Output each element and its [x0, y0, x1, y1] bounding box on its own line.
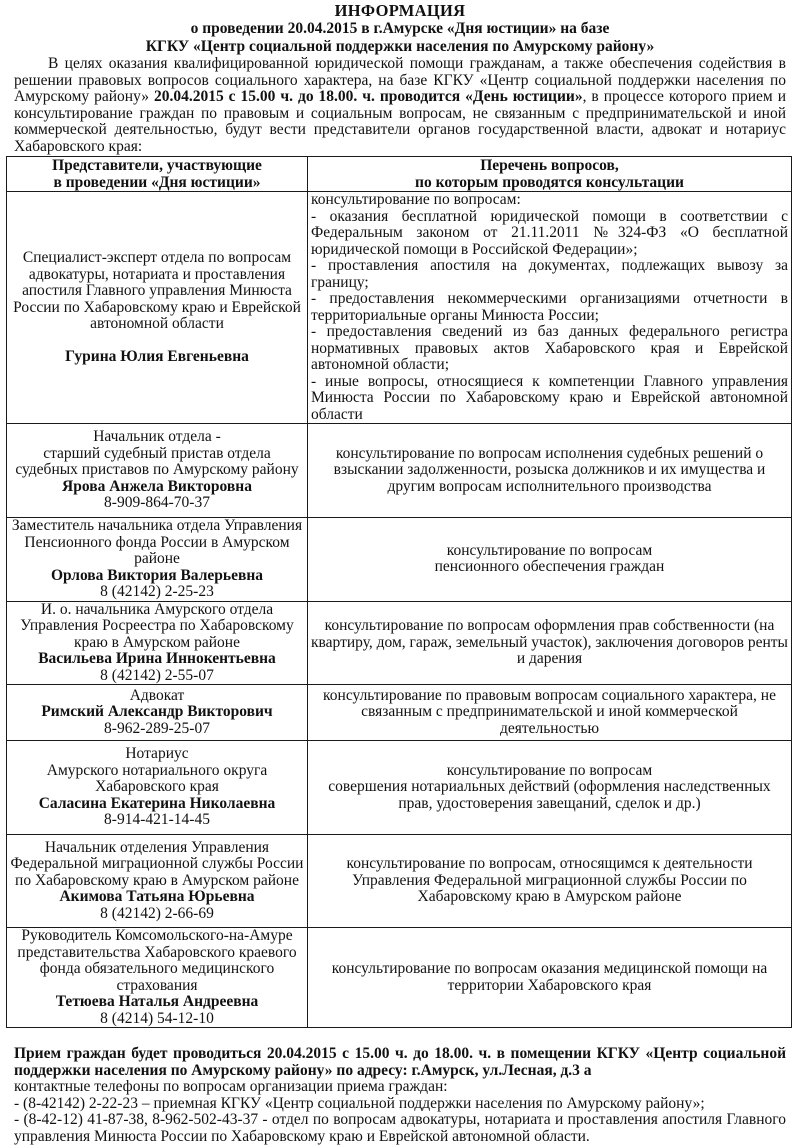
topic-item: консультирование по вопросам	[446, 761, 653, 779]
representative-position: Амурского нотариального округа Хабаровского края	[46, 761, 268, 796]
topic-item: - предоставления некоммерческими организациями отчетности в территориальные органы Минюста России;	[311, 290, 788, 324]
representative-name: Тетюева Наталья Андреевна	[55, 993, 259, 1010]
topic-item: консультирование по вопросам, относящимся к деятельности Управления Федеральной миграционной службы России по Хабаровскому краю в Амурском районе	[346, 855, 753, 906]
intro-text-bold: 20.04.2015 с 15.00 ч. до 18.00. ч. проводится «День юстиции»	[153, 88, 583, 105]
header-representatives	[7, 157, 308, 192]
footer-reception-info: Прием граждан будет проводиться 20.04.2015 с 15.00 ч. до 18.00. ч. в помещении КГКУ «Центр социальной поддержки населения по Амурскому району» по адресу: г.Амурск, ул.Лесная, д.3 а	[14, 1045, 786, 1079]
footer-contacts-label: контактные телефоны по вопросам организации приема граждан:	[14, 1078, 448, 1095]
topic-item: пенсионного обеспечения граждан	[434, 558, 665, 576]
intro-text-part1: В целях оказания квалифицированной юридической помощи гражданам, а также обеспечения содействия в решении правовых вопросов социального характера, на базе КГКУ «Центр социальной поддержки населения по Амурскому району»	[14, 55, 786, 105]
document-title: ИНФОРМАЦИЯ	[334, 1, 466, 20]
representative-phone: 8 (42142) 2-66-69	[100, 904, 214, 922]
table-body	[7, 192, 792, 1028]
topic-item: консультирование по правовым вопросам социального характера, не связанным с предпринимательской и иной коммерческой деятельностью	[323, 686, 776, 737]
topic-item: - иные вопросы, относящиеся к компетенции Главного управления Минюста России по Хабаровскому краю и Еврейской автономной области	[311, 372, 788, 423]
header-topics-line1: Перечень вопросов,	[480, 157, 619, 174]
representative-name: Ярова Анжела Викторовна	[62, 477, 252, 495]
representative-position: Заместитель начальника отдела Управления Пенсионного фонда России в Амурском районе	[11, 517, 303, 567]
representative-cell	[7, 685, 308, 741]
representative-phone: 8 (42142) 2-25-23	[100, 583, 214, 600]
representative-phone: 8 (42142) 2-55-07	[100, 666, 214, 684]
representative-name: Акимова Татьяна Юрьевна	[59, 888, 255, 906]
header-representatives-line1: Представители, участвующие	[52, 157, 262, 174]
representative-position: Начальник отделения Управления Федеральной миграционной службы России по Хабаровскому краю в Амурском районе	[10, 838, 304, 889]
representative-phone: 8-962-289-25-07	[104, 719, 210, 737]
topics-cell	[308, 928, 792, 1028]
topics-cell	[308, 518, 792, 602]
representative-name: Васильева Ирина Иннокентьевна	[38, 650, 276, 667]
table-row	[7, 518, 792, 602]
table-row	[7, 741, 792, 835]
representative-phone: 8 (4214) 54-12-10	[100, 1009, 214, 1027]
participants-table	[6, 156, 792, 1028]
representative-cell	[7, 741, 308, 835]
representative-position: Руководитель Комсомольского-на-Амуре представительства Хабаровского краевого фонда обязательного медицинского страхования	[17, 927, 297, 994]
table-header-row	[7, 157, 792, 192]
topic-item: совершения нотариальных действий (оформления наследственных прав, удостоверения завещаний, сделок и др.)	[328, 778, 771, 812]
representative-cell	[7, 601, 308, 685]
topic-item: консультирование по вопросам оказания медицинской помощи на территории Хабаровского края	[331, 960, 768, 994]
topic-item: консультирование по вопросам оформления прав собственности (на квартиру, дом, гараж, земельный участок), заключения договоров ренты и дарения	[311, 617, 788, 667]
topics-cell	[308, 741, 792, 835]
representative-cell	[7, 518, 308, 602]
table-row	[7, 928, 792, 1028]
header-topics-line2: по которым проводятся консультации	[415, 174, 684, 191]
representative-cell	[7, 192, 308, 424]
footer-contact-2: - (8-42-12) 41-87-38, 8-962-502-43-37 - отдел по вопросам адвокатуры, нотариата и проставления апостиля Главного управления Минюста России по Хабаровскому краю и Еврейской автономной области.	[14, 1111, 786, 1145]
document-subtitle-line1: о проведении 20.04.2015 в г.Амурске «Дня юстиции» на базе	[190, 20, 610, 37]
topics-cell	[308, 424, 792, 518]
footer	[14, 1046, 786, 1145]
topics-cell	[308, 685, 792, 741]
table-row	[7, 601, 792, 685]
representative-position: Начальник отдела -	[93, 428, 221, 446]
table-row	[7, 424, 792, 518]
header-topics	[308, 157, 792, 192]
topics-cell	[308, 192, 792, 424]
intro-paragraph	[14, 56, 786, 155]
header-representatives-line2: в проведении «Дня юстиции»	[53, 174, 261, 191]
representative-name: Римский Александр Викторович	[41, 703, 273, 721]
representative-cell	[7, 835, 308, 928]
table-row	[7, 835, 792, 928]
intro-text-part2: , в процессе которого прием и консультирование граждан по правовым и социальным вопросам, не связанным с предпринимательской и иной коммерческой деятельностью, будут вести представители органов государственной власти, адвокат и нотариус Хабаровского края:	[14, 88, 786, 155]
topic-item: консультирование по вопросам	[446, 541, 653, 559]
topic-item: - оказания бесплатной юридической помощи в соответствии с Федеральным законом от 21.11.2011 №324-ФЗ «О бесплатной юридической помощи в Российской Федерации»;	[311, 207, 788, 258]
representative-name: Саласина Екатерина Николаевна	[38, 794, 276, 812]
footer-contact-1: - (8-42142) 2-22-23 – приемная КГКУ «Центр социальной поддержки населения по Амурскому району»;	[14, 1094, 705, 1112]
table-row	[7, 192, 792, 424]
representative-position: Адвокат	[129, 686, 185, 704]
topic-item: - проставления апостиля на документах, подлежащих вывозу за границу;	[311, 257, 788, 291]
topics-cell	[308, 601, 792, 685]
document-subtitle-line2: КГКУ «Центр социальной поддержки населения по Амурскому району»	[145, 38, 655, 55]
representative-phone: 8-914-421-14-45	[104, 811, 210, 829]
representative-position: И. о. начальника Амурского отдела Управления Росреестра по Хабаровскому краю в Амурском районе	[20, 600, 294, 651]
topics-cell	[308, 835, 792, 928]
representative-position: Специалист-эксперт отдела по вопросам адвокатуры, нотариата и проставления апостиля Главного управления Минюста России по Хабаровскому краю и Еврейской автономной области	[13, 249, 301, 332]
topic-item: консультирование по вопросам исполнения судебных решений о взыскании задолженности, розыска должников и их имущества и другим вопросам исполнительного производства	[333, 444, 766, 495]
document-page	[10, 1, 788, 1145]
representative-name: Орлова Виктория Валерьевна	[50, 566, 264, 584]
representative-name: Гурина Юлия Евгеньевна	[65, 347, 249, 365]
topic-item: консультирование по вопросам:	[311, 191, 521, 208]
representative-cell	[7, 424, 308, 518]
representative-position: Нотариус	[125, 745, 189, 763]
topic-item: - предоставления сведений из баз данных федерального регистра нормативных правовых актов Хабаровского края и Еврейской автономной области;	[311, 323, 788, 373]
table-row	[7, 685, 792, 741]
representative-cell	[7, 928, 308, 1028]
representative-position: старший судебный пристав отдела судебных приставов по Амурскому району	[15, 444, 299, 479]
representative-phone: 8-909-864-70-37	[104, 494, 210, 512]
